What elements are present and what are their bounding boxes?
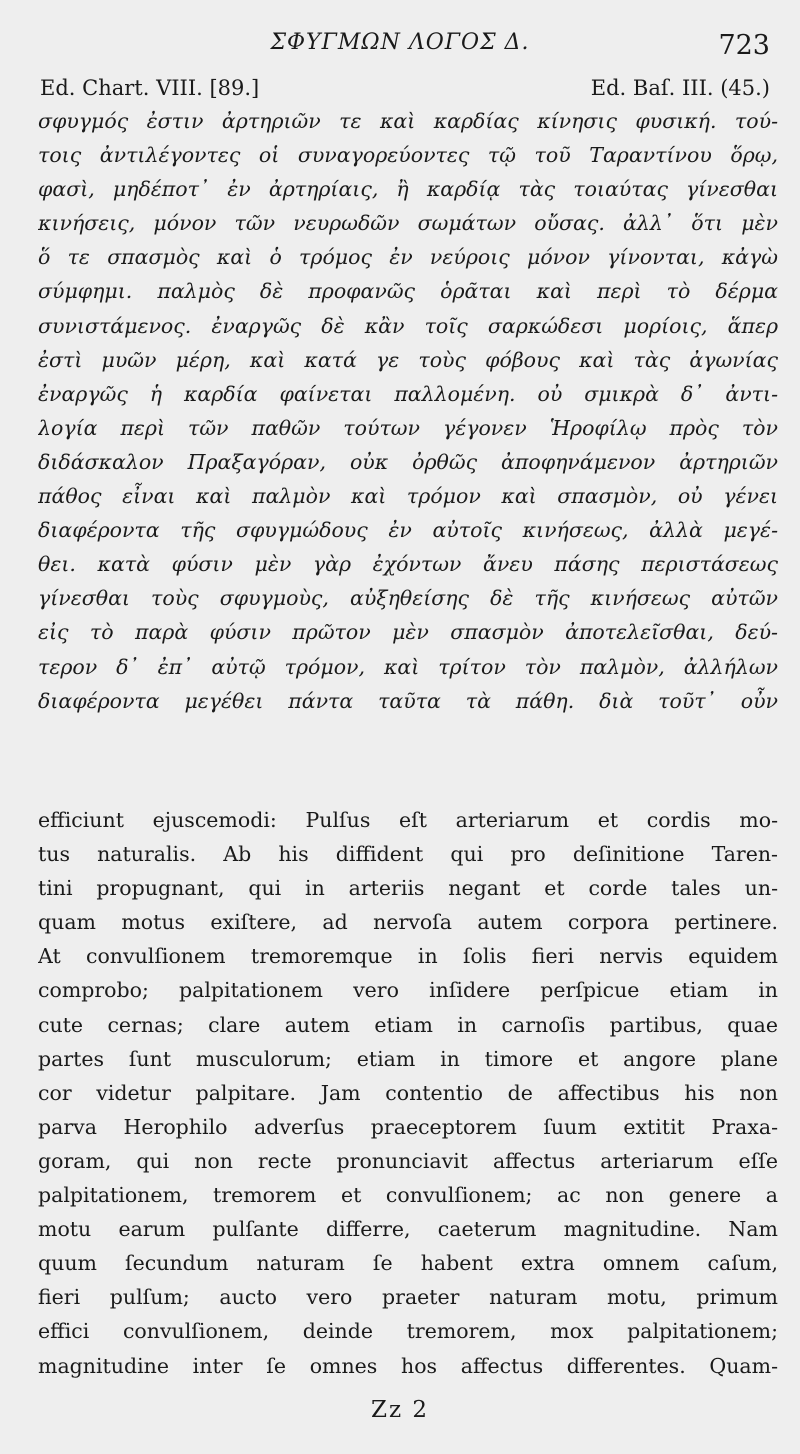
latin-text-line: comprobo; palpitationem vero inſidere perſpicue etiam in: [38, 978, 778, 1003]
latin-text-line: palpitationem, tremorem et convulſionem; ac non genere a: [38, 1183, 778, 1208]
greek-text-line: κινήσεις, μόνον τῶν νευρωδῶν σωμάτων οὔσας. ἀλλ᾽ ὅτι μὲν: [38, 211, 778, 236]
greek-text-line: διαφέροντα τῆς σφυγμώδους ἐν αὐτοῖς κινήσεως, ἀλλὰ μεγέ-: [38, 518, 778, 543]
page-number: 723: [718, 30, 770, 61]
latin-text-line: partes ſunt musculorum; etiam in timore et angore plane: [38, 1046, 778, 1071]
latin-text-line: quam motus exiſtere, ad nervoſa autem corpora pertinere.: [38, 910, 778, 935]
greek-text-line: ὅ τε σπασμὸς καὶ ὁ τρόμος ἐν νεύροις μόνον γίνονται, κἀγὼ: [38, 245, 778, 270]
edition-basel-reference: Ed. Baſ. III. (45.): [590, 76, 770, 100]
latin-text-line: goram, qui non recte pronunciavit affectus arteriarum eſſe: [38, 1148, 778, 1173]
greek-text-line: πάθος εἶναι καὶ παλμὸν καὶ τρόμον καὶ σπασμὸν, οὐ γένει: [38, 484, 778, 509]
latin-text-line: efficiunt ejuscemodi: Pulſus eſt arteriarum et cordis mo-: [38, 808, 778, 832]
latin-text-block: [38, 803, 778, 1383]
greek-text-line: συνιστάμενος. ἐναργῶς δὲ κἂν τοῖς σαρκώδεσι μορίοις, ἅπερ: [38, 313, 778, 338]
greek-text-line: σφυγμός ἐστιν ἀρτηριῶν τε καὶ καρδίας κίνησις φυσική. τού-: [38, 109, 778, 133]
greek-text-line: λογία περὶ τῶν παθῶν τούτων γέγονεν Ἡροφίλῳ πρὸς τὸν: [38, 415, 778, 440]
printer-signature-mark: Zz 2: [370, 1397, 430, 1423]
greek-text-line: γίνεσθαι τοὺς σφυγμοὺς, αὐξηθείσης δὲ τῆς κινήσεως αὐτῶν: [38, 586, 778, 611]
latin-text-line: tus naturalis. Ab his diffident qui pro deſinitione Taren-: [38, 842, 778, 867]
greek-text-line: ἐναργῶς ἡ καρδία φαίνεται παλλομένη. οὐ σμικρὰ δ᾽ ἀντι-: [38, 381, 778, 406]
greek-text-block: [38, 104, 778, 718]
latin-text-line: cute cernas; clare autem etiam in carnoſis partibus, quae: [38, 1012, 778, 1037]
latin-text-line: motu earum pulſante differre, caeterum magnitudine. Nam: [38, 1217, 778, 1242]
greek-text-line: διαφέροντα μεγέθει πάντα ταῦτα τὰ πάθη. διὰ τοῦτ᾽ οὖν: [38, 688, 778, 713]
edition-chartier-reference: Ed. Chart. VIII. [89.]: [40, 76, 260, 100]
greek-text-line: τοις ἀντιλέγοντες οἱ συναγορεύοντες τῷ τοῦ Ταραντίνου ὅρῳ,: [38, 143, 778, 168]
greek-text-line: τερον δ᾽ ἐπ᾽ αὐτῷ τρόμον, καὶ τρίτον τὸν παλμὸν, ἀλλήλων: [38, 654, 778, 679]
greek-text-line: θει. κατὰ φύσιν μὲν γὰρ ἐχόντων ἄνευ πάσης περιστάσεως: [38, 552, 778, 577]
latin-text-line: tini propugnant, qui in arteriis negant et corde tales un-: [38, 876, 778, 901]
latin-text-line: parva Herophilo adverſus praeceptorem ſuum extitit Praxa-: [38, 1114, 778, 1139]
edition-reference-line: [40, 76, 770, 100]
latin-text-line: magnitudine inter ſe omnes hos affectus differentes. Quam-: [38, 1353, 778, 1378]
greek-text-line: διδάσκαλον Πραξαγόραν, οὐκ ὀρθῶς ἀποφηνάμενον ἀρτηριῶν: [38, 449, 778, 474]
greek-text-line: φασὶ, μηδέποτ᾽ ἐν ἀρτηρίαις, ἢ καρδίᾳ τὰς τοιαύτας γίνεσθαι: [38, 177, 778, 202]
latin-text-line: fieri pulſum; aucto vero praeter naturam motu, primum: [38, 1285, 778, 1310]
latin-text-line: quum ſecundum naturam ſe habent extra omnem caſum,: [38, 1251, 778, 1276]
greek-text-line: εἰς τὸ παρὰ φύσιν πρῶτον μὲν σπασμὸν ἀποτελεῖσθαι, δεύ-: [38, 620, 778, 645]
running-title: ΣΦΥΓΜΩΝ ΛΟΓΟΣ Δ.: [270, 30, 530, 55]
latin-text-line: cor videtur palpitare. Jam contentio de affectibus his non: [38, 1080, 778, 1105]
greek-text-line: σύμφημι. παλμὸς δὲ προφανῶς ὁρᾶται καὶ περὶ τὸ δέρμα: [38, 279, 778, 304]
greek-text-line: ἐστὶ μυῶν μέρη, καὶ κατά γε τοὺς φόβους καὶ τὰς ἀγωνίας: [38, 347, 778, 372]
latin-text-line: At convulſionem tremoremque in ſolis fieri nervis equidem: [38, 944, 778, 969]
latin-text-line: effici convulſionem, deinde tremorem, mox palpitationem;: [38, 1319, 778, 1344]
